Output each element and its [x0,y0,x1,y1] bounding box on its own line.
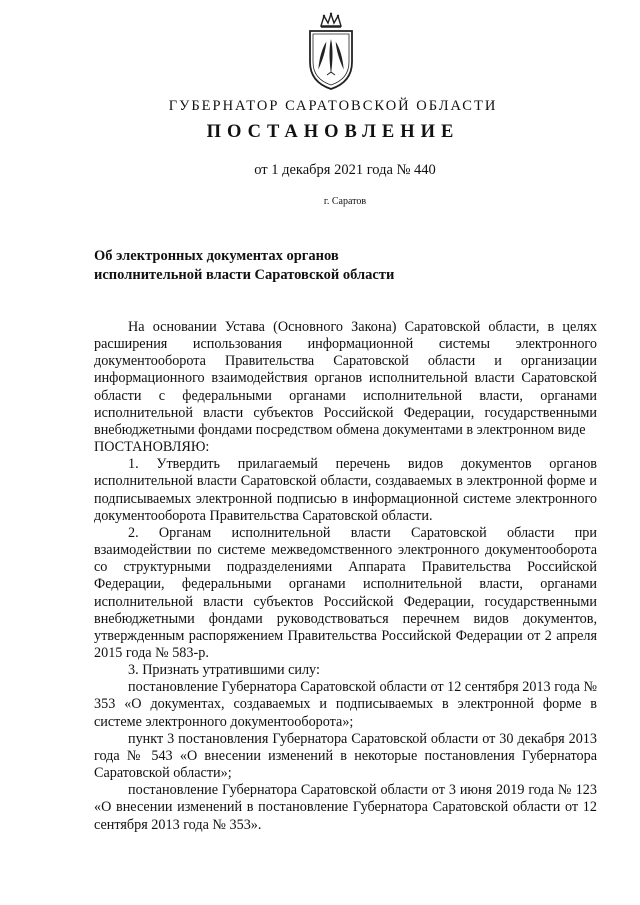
item-3-paragraph: 3. Признать утратившими силу: [128,662,320,679]
document-body [94,319,597,834]
date-and-number: от 1 декабря 2021 года № 440 [254,162,436,178]
item-3c-paragraph: постановление Губернатора Саратовской области от 3 июня 2019 года № 123 «О внесении изменений в постановление Губернатора Саратовской области от 12 сентября 2013 года № 353». [94,782,597,833]
item-2-paragraph: 2. Органам исполнительной власти Саратовской области при взаимодействии по системе межведомственного электронного документооборота со структурными подразделениями Аппарата Правительства Российской Федерации, федеральными органами исполнительной власти, органами исполнительной власти субъектов Российской Федерации, государственными внебюджетными фондами руководствоваться перечнем видов документов, утвержденным распоряжением Правительства Российской Федерации от 2 апреля 2015 года № 583-р. [94,524,597,661]
saratov-coat-of-arms-icon [301,12,361,92]
document-type: ПОСТАНОВЛЕНИЕ [206,122,460,142]
resolve-word: ПОСТАНОВЛЯЮ: [94,439,210,456]
title-line-2: исполнительной власти Саратовской области [94,267,395,283]
document-title [94,247,494,285]
preamble-paragraph: На основании Устава (Основного Закона) Саратовской области, в целях расширения использования информационной системы электронного документооборота Правительства Саратовской области и организации информационного взаимодействия органов исполнительной власти Саратовской области с федеральными органами исполнительной власти, органами исполнительной власти субъектов Российской Федерации, государственными внебюджетными фондами посредством обмена документами в электронном виде [94,319,597,438]
item-1-paragraph: 1. Утвердить прилагаемый перечень видов документов органов исполнительной власти Саратовской области, создаваемых в электронной форме и подписываемых электронной подписью в информационной системе электронного документооборота Правительства Саратовской области. [94,456,597,524]
issuing-authority: ГУБЕРНАТОР САРАТОВСКОЙ ОБЛАСТИ [168,98,498,114]
city-of-issue: г. Саратов [323,196,367,207]
item-3a-paragraph: постановление Губернатора Саратовской области от 12 сентября 2013 года № 353 «О документах, создаваемых и подписываемых в электронной форме в системе электронного документооборота»; [94,679,597,730]
title-line-1: Об электронных документах органов [94,248,339,264]
item-3b-paragraph: пункт 3 постановления Губернатора Саратовской области от 30 декабря 2013 года № 543 «О внесении изменений в некоторые постановления Губернатора Саратовской области»; [94,730,597,782]
